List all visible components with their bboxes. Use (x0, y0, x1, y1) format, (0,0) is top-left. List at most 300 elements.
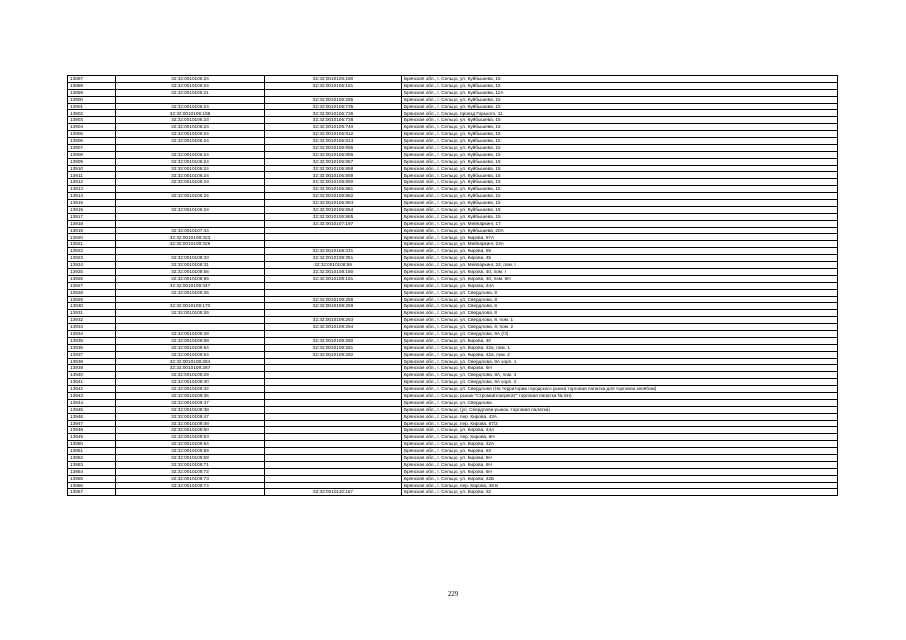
row-number-cell: 13930 (68, 303, 116, 310)
row-number-cell: 13933 (68, 324, 116, 331)
land-cadastral-number-cell (116, 248, 265, 255)
land-cadastral-number-cell: 32:32:0010109:71 (116, 461, 265, 468)
row-number-cell: 13942 (68, 386, 116, 393)
row-number-cell: 13920 (68, 234, 116, 241)
object-cadastral-number-cell (265, 234, 402, 241)
address-cell: Брянская обл., г. Сельцо, ул. Свердлова, 8А корп. 2 (402, 379, 838, 386)
land-cadastral-number-cell: 32:32:0010106:24 (116, 124, 265, 131)
land-cadastral-number-cell (116, 186, 265, 193)
object-cadastral-number-cell (265, 427, 402, 434)
land-cadastral-number-cell: 32:32:0010108:323 (116, 234, 265, 241)
row-number-cell: 13924 (68, 262, 116, 269)
row-number-cell: 13954 (68, 468, 116, 475)
table-row (68, 89, 838, 96)
table-row (68, 158, 838, 165)
row-number-cell: 13897 (68, 76, 116, 83)
row-number-cell: 13956 (68, 482, 116, 489)
land-cadastral-number-cell: 32:32:0010109:54 (116, 441, 265, 448)
object-cadastral-number-cell: 32:32:0010106:860 (265, 179, 402, 186)
land-cadastral-number-cell: 32:32:0010106:24 (116, 158, 265, 165)
table-row (68, 144, 838, 151)
object-cadastral-number-cell (265, 434, 402, 441)
object-cadastral-number-cell: 32:32:0010110:157 (265, 489, 402, 496)
object-cadastral-number-cell: 32:32:0010109:281 (265, 344, 402, 351)
row-number-cell: 13902 (68, 110, 116, 117)
land-cadastral-number-cell: 32:32:0010106:24 (116, 103, 265, 110)
address-cell: Брянская обл., г. Сельцо, ул. Кирова, 6Н (402, 365, 838, 372)
address-cell: Брянская обл., г. Сельцо, ул. Кирова, 40, пом. I (402, 268, 838, 275)
table-row (68, 186, 838, 193)
address-cell: Брянская обл., г. Сельцо, ул. Свердлова, 8А (/3) (402, 330, 838, 337)
row-number-cell: 13957 (68, 489, 116, 496)
land-cadastral-number-cell: 32:32:0010109:25 (116, 289, 265, 296)
object-cadastral-number-cell (265, 365, 402, 372)
address-cell: Брянская обл., г. Сельцо, ул. Кирова, 40 (402, 337, 838, 344)
object-cadastral-number-cell: 32:32:0010106:855 (265, 144, 402, 151)
address-cell: Брянская обл., г. Сельцо, пер. Кирова, 6Н (402, 434, 838, 441)
row-number-cell: 13955 (68, 475, 116, 482)
object-cadastral-number-cell: 32:32:0010106:856 (265, 151, 402, 158)
row-number-cell: 13921 (68, 241, 116, 248)
table-row (68, 151, 838, 158)
row-number-cell: 13935 (68, 337, 116, 344)
address-cell: Брянская обл., г. Сельцо, ул. Кирова, 44А (402, 282, 838, 289)
table-row (68, 461, 838, 468)
object-cadastral-number-cell: 32:32:0010106:858 (265, 165, 402, 172)
table-row (68, 330, 838, 337)
table-row (68, 138, 838, 145)
table-row (68, 82, 838, 89)
object-cadastral-number-cell: 32:32:0010106:740 (265, 124, 402, 131)
address-cell: Брянская обл., г. Сельцо, ул. Куйбышева, 15 (402, 76, 838, 83)
row-number-cell: 13944 (68, 399, 116, 406)
row-number-cell: 13937 (68, 351, 116, 358)
address-cell: Брянская обл., г. Сельцо, ул. Свердлова, 8А, пом. 4 (402, 372, 838, 379)
table-row (68, 351, 838, 358)
land-cadastral-number-cell: 32:32:0010106:24 (116, 138, 265, 145)
table-row (68, 468, 838, 475)
object-cadastral-number-cell: 32:32:0010106:180 (265, 76, 402, 83)
land-cadastral-number-cell: 32:32:0010109:284 (116, 358, 265, 365)
land-cadastral-number-cell: 32:32:0010107:44 (116, 227, 265, 234)
table-row (68, 227, 838, 234)
table-row (68, 406, 838, 413)
object-cadastral-number-cell: 32:32:0010109:259 (265, 303, 402, 310)
land-cadastral-number-cell: 32:32:0010109:28 (116, 330, 265, 337)
land-cadastral-number-cell: 32:32:0010109:69 (116, 454, 265, 461)
object-cadastral-number-cell (265, 482, 402, 489)
table-row (68, 317, 838, 324)
object-cadastral-number-cell: 32:32:0010106:864 (265, 206, 402, 213)
table-row (68, 262, 838, 269)
object-cadastral-number-cell: 32:32:0010109:263 (265, 317, 402, 324)
address-cell: Брянская обл., г. Сельцо, ул. Кирова, 42а, пом. 1 (402, 344, 838, 351)
table-row (68, 434, 838, 441)
address-cell: Брянская обл., г. Сельцо, ул. Кирова, 55 (402, 248, 838, 255)
row-number-cell: 13899 (68, 89, 116, 96)
land-cadastral-number-cell (116, 144, 265, 151)
object-cadastral-number-cell (265, 89, 402, 96)
address-cell: Брянская обл., г. Сельцо, ул. Куйбышева, 11А (402, 89, 838, 96)
land-cadastral-number-cell: 32:32:0010108:56 (116, 275, 265, 282)
table-row (68, 413, 838, 420)
object-cadastral-number-cell (265, 330, 402, 337)
row-number-cell: 13909 (68, 158, 116, 165)
address-cell: Брянская обл., г. Сельцо, пер. Кирова, 43А (402, 413, 838, 420)
address-cell: Брянская обл., г. Сельцо, ул. Свердлова, 8 (402, 296, 838, 303)
row-number-cell: 13907 (68, 144, 116, 151)
table-row (68, 372, 838, 379)
row-number-cell: 13918 (68, 220, 116, 227)
object-cadastral-number-cell (265, 227, 402, 234)
address-cell: Брянская обл., г. Сельцо, ул. Мейпаркинг, 23А (402, 241, 838, 248)
row-number-cell: 13950 (68, 441, 116, 448)
object-cadastral-number-cell (265, 441, 402, 448)
land-cadastral-number-cell: 32:32:0010106:24 (116, 179, 265, 186)
row-number-cell: 13923 (68, 255, 116, 262)
address-cell: Брянская обл., г. Сельцо, ул. Куйбышева, 15 (402, 179, 838, 186)
row-number-cell: 13934 (68, 330, 116, 337)
table-row (68, 206, 838, 213)
row-number-cell: 13914 (68, 193, 116, 200)
address-cell: Брянская обл., г. Сельцо, ул. Кирова, 6Н (402, 461, 838, 468)
address-cell: Брянская обл., г. Сельцо, ул. Куйбышева, 15 (402, 165, 838, 172)
land-cadastral-number-cell: 32:32:0010106:24 (116, 193, 265, 200)
land-cadastral-number-cell: 32:32:0010106:24 (116, 206, 265, 213)
table-row (68, 131, 838, 138)
address-cell: Брянская обл., г. Сельцо, ул. Свердлова, 8, пом. 1 (402, 317, 838, 324)
object-cadastral-number-cell: 32:32:0010108:180 (265, 268, 402, 275)
object-cadastral-number-cell: 32:32:0010108:59 (265, 262, 402, 269)
land-cadastral-number-cell: 32:32:0010106:24 (116, 131, 265, 138)
object-cadastral-number-cell (265, 379, 402, 386)
table-row (68, 117, 838, 124)
page-number: 229 (447, 590, 459, 598)
object-cadastral-number-cell (265, 461, 402, 468)
row-number-cell: 13919 (68, 227, 116, 234)
object-cadastral-number-cell: 32:32:0010106:736 (265, 110, 402, 117)
address-cell: Брянская обл., г. Сельцо, ул. Свердлова, 8 (402, 303, 838, 310)
address-cell: Брянская обл., г. Сельцо, ул. Куйбышева, 15 (402, 138, 838, 145)
land-cadastral-number-cell: 32:32:0010109:50 (116, 427, 265, 434)
object-cadastral-number-cell (265, 413, 402, 420)
row-number-cell: 13912 (68, 179, 116, 186)
row-number-cell: 13947 (68, 420, 116, 427)
table-row (68, 234, 838, 241)
land-cadastral-number-cell: 32:32:0010109:54 (116, 344, 265, 351)
table-row (68, 124, 838, 131)
table-row (68, 193, 838, 200)
row-number-cell: 13939 (68, 365, 116, 372)
address-cell: Брянская обл., г. Сельцо, ул. Куйбышева, 15 (402, 117, 838, 124)
table-row (68, 172, 838, 179)
address-cell: Брянская обл., г. Сельцо, (ул. Свердлова-рынок, торговая палатка) (402, 406, 838, 413)
row-number-cell: 13908 (68, 151, 116, 158)
land-cadastral-number-cell (116, 213, 265, 220)
object-cadastral-number-cell: 32:32:0010109:280 (265, 337, 402, 344)
land-cadastral-number-cell: 32:32:0010109:26 (116, 310, 265, 317)
table-row (68, 344, 838, 351)
land-cadastral-number-cell: 32:32:0010109:53 (116, 434, 265, 441)
object-cadastral-number-cell (265, 475, 402, 482)
land-cadastral-number-cell (116, 317, 265, 324)
address-cell: Брянская обл., г. Сельцо, ул. Куйбышева, 20А (402, 227, 838, 234)
address-cell: Брянская обл., г. Сельцо, ул. Куйбышева, 15 (402, 103, 838, 110)
row-number-cell: 13925 (68, 268, 116, 275)
row-number-cell: 13898 (68, 82, 116, 89)
address-cell: Брянская обл., г. Сельцо, ул. Свердлова, 8А корп. 1 (402, 358, 838, 365)
address-cell: Брянская обл., г. Сельцо, ул. Куйбышева, 15 (402, 213, 838, 220)
table-row (68, 165, 838, 172)
land-cadastral-number-cell: 32:32:0010109:347 (116, 282, 265, 289)
object-cadastral-number-cell: 32:32:0010106:857 (265, 158, 402, 165)
land-cadastral-number-cell: 32:32:0010109:30 (116, 379, 265, 386)
table-row (68, 324, 838, 331)
address-cell: Брянская обл., г. Сельцо, ул. Куйбышева, 15 (402, 206, 838, 213)
table-row (68, 475, 838, 482)
table-row (68, 241, 838, 248)
object-cadastral-number-cell (265, 448, 402, 455)
table-row (68, 386, 838, 393)
object-cadastral-number-cell (265, 454, 402, 461)
table-row (68, 365, 838, 372)
address-cell: Брянская обл., г. Сельцо, ул. Куйбышева, 15 (402, 151, 838, 158)
object-cadastral-number-cell: 32:32:0010106:861 (265, 186, 402, 193)
object-cadastral-number-cell: 32:32:0010109:258 (265, 296, 402, 303)
row-number-cell: 13943 (68, 392, 116, 399)
address-cell: Брянская обл., г. Сельцо, ул. Мейпаркинг, 24, пом. I (402, 262, 838, 269)
row-number-cell: 13946 (68, 413, 116, 420)
address-cell: Брянская обл., г. Сельцо, ул. Куйбышева, 15 (402, 82, 838, 89)
row-number-cell: 13931 (68, 310, 116, 317)
land-cadastral-number-cell: 32:32:0010106:24 (116, 117, 265, 124)
land-cadastral-number-cell (116, 96, 265, 103)
land-cadastral-number-cell: 32:32:0010106:24 (116, 172, 265, 179)
row-number-cell: 13951 (68, 448, 116, 455)
land-cadastral-number-cell: 32:32:0010106:21 (116, 89, 265, 96)
land-cadastral-number-cell: 32:32:0010109:29 (116, 372, 265, 379)
address-cell: Брянская обл., г. Сельцо, ул. Свердлова (402, 399, 838, 406)
land-cadastral-number-cell: 32:32:0010109:287 (116, 365, 265, 372)
address-cell: Брянская обл., г. Сельцо, ул. Кирова, 42а, пом. 2 (402, 351, 838, 358)
table-row (68, 220, 838, 227)
row-number-cell: 13952 (68, 454, 116, 461)
object-cadastral-number-cell (265, 468, 402, 475)
object-cadastral-number-cell: 32:32:0010106:863 (265, 200, 402, 207)
address-cell: Брянская обл., г. Сельцо, ул. Кирова, 32 (402, 489, 838, 496)
table-row (68, 448, 838, 455)
row-number-cell: 13948 (68, 427, 116, 434)
object-cadastral-number-cell: 32:32:0010107:197 (265, 220, 402, 227)
row-number-cell: 13936 (68, 344, 116, 351)
address-cell: Брянская обл., г. Сельцо, ул. Куйбышева, 15 (402, 186, 838, 193)
land-cadastral-number-cell: 32:32:0010106:188 (116, 110, 265, 117)
row-number-cell: 13949 (68, 434, 116, 441)
object-cadastral-number-cell: 32:32:0010106:181 (265, 82, 402, 89)
address-cell: Брянская обл., г. Сельцо, ул. Кирова, 63 (402, 448, 838, 455)
object-cadastral-number-cell (265, 406, 402, 413)
land-cadastral-number-cell: 32:32:0010109:170 (116, 303, 265, 310)
object-cadastral-number-cell: 32:32:0010108:331 (265, 248, 402, 255)
object-cadastral-number-cell: 32:32:0010106:859 (265, 172, 402, 179)
address-cell: Брянская обл., г. Сельцо, ул. Свердлова, 8 (402, 310, 838, 317)
row-number-cell: 13938 (68, 358, 116, 365)
address-cell: Брянская обл., г. Сельцо, ул. Кирова, 42Б (402, 475, 838, 482)
row-number-cell: 13905 (68, 131, 116, 138)
object-cadastral-number-cell (265, 399, 402, 406)
address-cell: Брянская обл., г. Сельцо, ул. Куйбышева, 15 (402, 172, 838, 179)
object-cadastral-number-cell: 32:32:0010106:813 (265, 138, 402, 145)
row-number-cell: 13910 (68, 165, 116, 172)
address-cell: Брянская обл., г. Сельцо, ул. Кирова, 44А (402, 427, 838, 434)
object-cadastral-number-cell (265, 392, 402, 399)
table-row (68, 303, 838, 310)
land-cadastral-number-cell: 32:32:0010109:58 (116, 337, 265, 344)
land-cadastral-number-cell: 32:32:0010109:72 (116, 468, 265, 475)
land-cadastral-number-cell: 32:32:0010108:31 (116, 262, 265, 269)
land-cadastral-number-cell (116, 489, 265, 496)
object-cadastral-number-cell: 32:32:0010106:285 (265, 96, 402, 103)
land-cadastral-number-cell: 32:32:0010106:24 (116, 82, 265, 89)
object-cadastral-number-cell (265, 420, 402, 427)
table-row (68, 441, 838, 448)
address-cell: Брянская обл., г. Сельцо, ул. Кирова, 6Н (402, 454, 838, 461)
table-row (68, 213, 838, 220)
row-number-cell: 13911 (68, 172, 116, 179)
row-number-cell: 13904 (68, 124, 116, 131)
object-cadastral-number-cell: 32:32:0010106:812 (265, 131, 402, 138)
row-number-cell: 13927 (68, 282, 116, 289)
object-cadastral-number-cell: 32:32:0010106:738 (265, 117, 402, 124)
land-cadastral-number-cell (116, 220, 265, 227)
table-row (68, 296, 838, 303)
address-cell: Брянская обл., г. Сельцо, ул. Свердлова (На территории городского рынка торговая палатка для торговли зелёбом) (402, 386, 838, 393)
table-row (68, 96, 838, 103)
land-cadastral-number-cell: 32:32:0010109:32 (116, 386, 265, 393)
row-number-cell: 13913 (68, 186, 116, 193)
row-number-cell: 13903 (68, 117, 116, 124)
table-row (68, 337, 838, 344)
object-cadastral-number-cell (265, 289, 402, 296)
land-cadastral-number-cell: 32:32:0010109:38 (116, 406, 265, 413)
address-cell: Брянская обл., г. Сельцо, ул. Кирова, 6Н (402, 468, 838, 475)
land-cadastral-number-cell: 32:32:0010109:54 (116, 351, 265, 358)
address-cell: Брянская обл., г. Сельцо, ул. Куйбышева, 15 (402, 131, 838, 138)
object-cadastral-number-cell: 32:32:0010109:282 (265, 351, 402, 358)
land-cadastral-number-cell: 32:32:0010109:73 (116, 475, 265, 482)
table-row (68, 248, 838, 255)
address-cell: Брянская обл., г. Сельцо, ул. Кирова, 40, пом. 6Н (402, 275, 838, 282)
object-cadastral-number-cell: 32:32:0010106:862 (265, 193, 402, 200)
land-cadastral-number-cell (116, 200, 265, 207)
object-cadastral-number-cell: 32:32:0010109:264 (265, 324, 402, 331)
address-cell: Брянская обл., г. Сельцо, пер. Кирова, 67/2 (402, 420, 838, 427)
address-cell: Брянская обл., г. Сельцо, ул. Мейпаркинг, 17 (402, 220, 838, 227)
object-cadastral-number-cell (265, 372, 402, 379)
land-cadastral-number-cell: 32:32:0010109:59 (116, 448, 265, 455)
land-cadastral-number-cell: 32:32:0010106:24 (116, 151, 265, 158)
object-cadastral-number-cell (265, 282, 402, 289)
row-number-cell: 13916 (68, 206, 116, 213)
object-cadastral-number-cell (265, 310, 402, 317)
row-number-cell: 13928 (68, 289, 116, 296)
row-number-cell: 13926 (68, 275, 116, 282)
land-cadastral-number-cell: 32:32:0010108:56 (116, 268, 265, 275)
land-cadastral-number-cell: 32:32:0010106:24 (116, 76, 265, 83)
object-cadastral-number-cell (265, 386, 402, 393)
address-cell: Брянская обл., г. Сельцо, ул. Кирова, 57А (402, 234, 838, 241)
land-cadastral-number-cell: 32:32:0010109:47 (116, 413, 265, 420)
address-cell: Брянская обл., г. Сельцо, ул. Куйбышева, 15 (402, 124, 838, 131)
registry-table (67, 75, 838, 496)
land-cadastral-number-cell: 32:32:0010108:33 (116, 255, 265, 262)
row-number-cell: 13922 (68, 248, 116, 255)
object-cadastral-number-cell (265, 358, 402, 365)
table-row (68, 454, 838, 461)
table-row (68, 489, 838, 496)
address-cell: Брянская обл., г. Сельцо, проезд Горького, 11 (402, 110, 838, 117)
table-row (68, 268, 838, 275)
land-cadastral-number-cell: 32:32:0010109:36 (116, 392, 265, 399)
land-cadastral-number-cell: 32:32:0010109:74 (116, 482, 265, 489)
table-row (68, 179, 838, 186)
object-cadastral-number-cell (265, 241, 402, 248)
address-cell: Брянская обл., г. Сельцо, ул. Свердлова, 9 (402, 289, 838, 296)
table-row (68, 358, 838, 365)
row-number-cell: 13906 (68, 138, 116, 145)
table-row (68, 427, 838, 434)
row-number-cell: 13915 (68, 200, 116, 207)
table-row (68, 110, 838, 117)
table-row (68, 399, 838, 406)
table-row (68, 282, 838, 289)
address-cell: Брянская обл., г. Сельцо, ул. Куйбышева, 15 (402, 158, 838, 165)
address-cell: Брянская обл., г. Сельцо, ул. Свердлова, 8, пом. 2 (402, 324, 838, 331)
row-number-cell: 13900 (68, 96, 116, 103)
table-row (68, 392, 838, 399)
address-cell: Брянская обл., г. Сельцо, ул. Куйбышева, 15 (402, 96, 838, 103)
row-number-cell: 13940 (68, 372, 116, 379)
address-cell: Брянская обл., г. Сельцо, ул. Кирова, 45 (402, 255, 838, 262)
row-number-cell: 13932 (68, 317, 116, 324)
table-row (68, 103, 838, 110)
row-number-cell: 13941 (68, 379, 116, 386)
table-row (68, 289, 838, 296)
table-row (68, 310, 838, 317)
table-row (68, 200, 838, 207)
table-row (68, 255, 838, 262)
registry-table-body (68, 76, 838, 496)
object-cadastral-number-cell: 32:32:0010106:735 (265, 103, 402, 110)
address-cell: Брянская обл., г. Сельцо, ул. Куйбышева, 15 (402, 193, 838, 200)
address-cell: Брянская обл., г. Сельцо, ул. Куйбышева, 15 (402, 200, 838, 207)
land-cadastral-number-cell (116, 296, 265, 303)
row-number-cell: 13945 (68, 406, 116, 413)
table-row (68, 275, 838, 282)
land-cadastral-number-cell: 32:32:0010109:37 (116, 399, 265, 406)
land-cadastral-number-cell: 32:32:0010109:48 (116, 420, 265, 427)
table-row (68, 379, 838, 386)
address-cell: Брянская обл., г. Сельцо, рынок "Стромавтоагрегат" торговая палатка № 6Н) (402, 392, 838, 399)
row-number-cell: 13917 (68, 213, 116, 220)
row-number-cell: 13929 (68, 296, 116, 303)
address-cell: Брянская обл., г. Сельцо, пер. Кирова, 48 Б (402, 482, 838, 489)
object-cadastral-number-cell: 32:32:0010108:181 (265, 275, 402, 282)
address-cell: Брянская обл., г. Сельцо, ул. Кирова, 42А (402, 441, 838, 448)
row-number-cell: 13901 (68, 103, 116, 110)
land-cadastral-number-cell: 32:32:0010106:24 (116, 165, 265, 172)
table-row (68, 76, 838, 83)
